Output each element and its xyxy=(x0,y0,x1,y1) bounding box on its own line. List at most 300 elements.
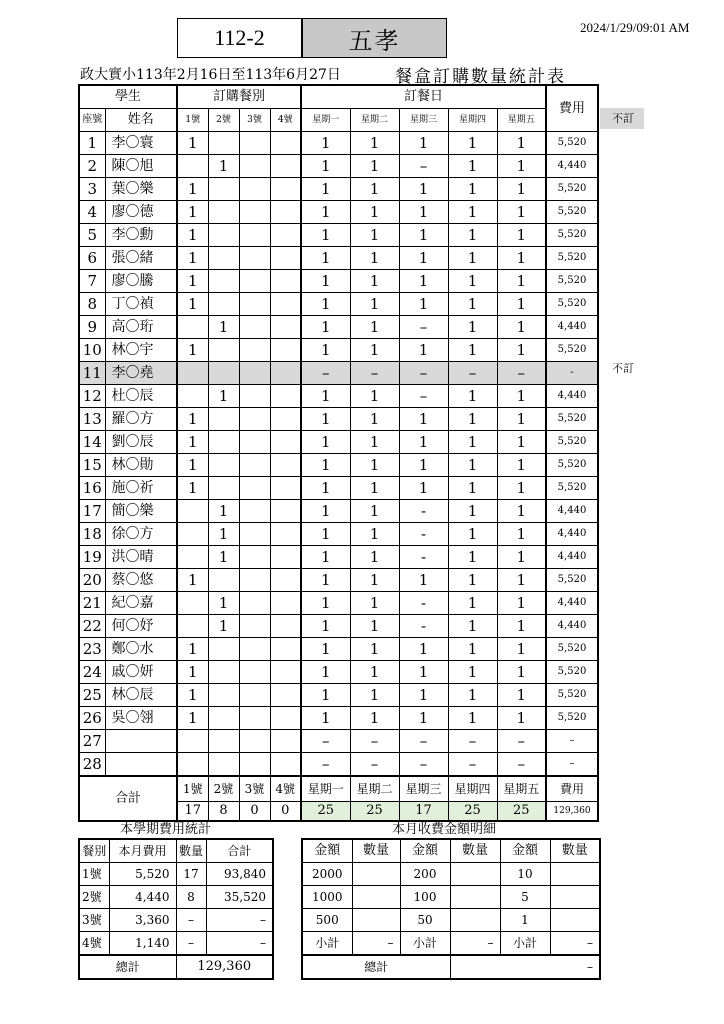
total-day-label: 星期二 xyxy=(350,776,399,802)
student-row xyxy=(79,431,598,454)
student-row xyxy=(79,477,598,500)
cash-col-header: 金額 xyxy=(400,839,450,863)
student-row xyxy=(79,362,598,385)
student-row xyxy=(79,454,598,477)
meal-cell xyxy=(239,500,270,523)
meal-cell xyxy=(270,523,301,546)
day-cell: 1 xyxy=(497,224,546,247)
day-cell: 1 xyxy=(448,615,497,638)
day-cell: 1 xyxy=(448,661,497,684)
day-cell: 1 xyxy=(301,638,350,661)
day-cell: – xyxy=(497,362,546,385)
meal-cell xyxy=(239,339,270,362)
seat-cell: 1 xyxy=(79,132,105,155)
day-cell: 1 xyxy=(350,408,399,431)
meal-cell xyxy=(270,615,301,638)
day-cell: 1 xyxy=(301,224,350,247)
day-cell: 1 xyxy=(497,408,546,431)
day-cell: 1 xyxy=(399,454,448,477)
fee-row xyxy=(79,886,273,909)
meal-cell xyxy=(270,684,301,707)
fee-row xyxy=(79,909,273,932)
day-cell: 1 xyxy=(399,178,448,201)
seat-cell: 11 xyxy=(79,362,105,385)
cash-qty-cell xyxy=(450,909,500,932)
fee-cell: 5,520 xyxy=(546,293,598,316)
day-cell: – xyxy=(350,730,399,753)
day-cell: - xyxy=(399,500,448,523)
name-cell: 蔡〇悠 xyxy=(105,569,177,592)
day-cell: 1 xyxy=(301,155,350,178)
student-row xyxy=(79,385,598,408)
meal-cell xyxy=(270,454,301,477)
name-cell: 林〇勛 xyxy=(105,454,177,477)
meal-cell: 1 xyxy=(208,592,239,615)
total-day-label: 星期四 xyxy=(448,776,497,802)
fee-grand-row xyxy=(79,955,273,979)
fee-total: – xyxy=(206,932,273,956)
day-cell: 1 xyxy=(448,224,497,247)
meal-cell xyxy=(270,569,301,592)
day-cell: 1 xyxy=(301,385,350,408)
fee-cell: 5,520 xyxy=(546,707,598,730)
day-cell: 1 xyxy=(301,339,350,362)
meal-cell xyxy=(208,339,239,362)
meal-cell xyxy=(239,615,270,638)
meal-cell xyxy=(208,707,239,730)
fee-type: 1號 xyxy=(79,863,109,886)
student-row xyxy=(79,316,598,339)
meal-cell xyxy=(208,293,239,316)
meal-cell xyxy=(239,546,270,569)
meal-cell xyxy=(177,592,208,615)
meal-cell: 1 xyxy=(177,638,208,661)
class-code: 112-2 xyxy=(177,18,302,58)
day-cell: 1 xyxy=(448,684,497,707)
fee-amount: 5,520 xyxy=(109,863,176,886)
fee-cell: 5,520 xyxy=(546,477,598,500)
seat-cell: 10 xyxy=(79,339,105,362)
day-cell: 1 xyxy=(448,569,497,592)
name-cell: 林〇辰 xyxy=(105,684,177,707)
meal-cell xyxy=(208,224,239,247)
print-timestamp: 2024/1/29/09:01 AM xyxy=(580,20,690,35)
day-cell: 1 xyxy=(399,408,448,431)
meal-cell xyxy=(270,201,301,224)
cash-grand-total: – xyxy=(450,955,600,979)
name-cell xyxy=(105,730,177,753)
fee-cell: 5,520 xyxy=(546,408,598,431)
seat-cell: 2 xyxy=(79,155,105,178)
day-cell: 1 xyxy=(350,638,399,661)
seat-cell: 12 xyxy=(79,385,105,408)
meal-cell xyxy=(270,753,301,777)
name-cell: 徐〇方 xyxy=(105,523,177,546)
name-cell: 吳〇翎 xyxy=(105,707,177,730)
total-meal-count: 17 xyxy=(177,802,208,822)
meal-type-header: 訂購餐別 xyxy=(177,85,301,109)
day-cell: 1 xyxy=(497,546,546,569)
name-cell: 李〇寰 xyxy=(105,132,177,155)
day-cell: 1 xyxy=(497,454,546,477)
day-cell: 1 xyxy=(301,408,350,431)
day-cell: 1 xyxy=(399,684,448,707)
day-cell: 1 xyxy=(301,684,350,707)
day-cell: 1 xyxy=(301,431,350,454)
meal-cell xyxy=(270,546,301,569)
seat-cell: 27 xyxy=(79,730,105,753)
day-cell: 1 xyxy=(350,270,399,293)
fee-type: 3號 xyxy=(79,909,109,932)
meal-cell: 1 xyxy=(177,293,208,316)
meal-cell xyxy=(270,132,301,155)
total-day-label: 星期五 xyxy=(497,776,546,802)
meal-cell xyxy=(270,500,301,523)
meal-cell: 1 xyxy=(208,523,239,546)
seat-cell: 6 xyxy=(79,247,105,270)
seat-cell: 3 xyxy=(79,178,105,201)
day-cell: 1 xyxy=(301,247,350,270)
student-row xyxy=(79,500,598,523)
day-cell: – xyxy=(399,155,448,178)
day-cell: 1 xyxy=(399,293,448,316)
meal-cell xyxy=(239,132,270,155)
day-cell: 1 xyxy=(497,523,546,546)
seat-cell: 23 xyxy=(79,638,105,661)
day-mon-header: 星期一 xyxy=(301,109,350,132)
day-cell: 1 xyxy=(399,247,448,270)
seat-header: 座號 xyxy=(79,109,105,132)
day-cell: 1 xyxy=(301,477,350,500)
meal-cell: 1 xyxy=(177,454,208,477)
day-cell: 1 xyxy=(350,661,399,684)
day-cell: 1 xyxy=(350,707,399,730)
day-cell: 1 xyxy=(448,638,497,661)
meal-cell xyxy=(239,408,270,431)
meal-cell xyxy=(270,408,301,431)
student-row xyxy=(79,707,598,730)
cash-row xyxy=(302,932,600,956)
day-cell: – xyxy=(399,385,448,408)
name-cell: 施〇祈 xyxy=(105,477,177,500)
day-cell: 1 xyxy=(301,201,350,224)
meal-cell xyxy=(239,661,270,684)
seat-cell: 4 xyxy=(79,201,105,224)
meal-cell xyxy=(270,155,301,178)
meal-cell xyxy=(208,201,239,224)
day-cell: 1 xyxy=(350,546,399,569)
day-cell: 1 xyxy=(301,316,350,339)
day-cell: 1 xyxy=(448,270,497,293)
student-row xyxy=(79,546,598,569)
student-header: 學生 xyxy=(79,85,177,109)
meal-cell xyxy=(270,592,301,615)
day-wed-header: 星期三 xyxy=(399,109,448,132)
meal-cell xyxy=(270,730,301,753)
fee-amount: 4,440 xyxy=(109,886,176,909)
meal-cell: 1 xyxy=(208,385,239,408)
day-cell: – xyxy=(399,753,448,777)
fee-cell: 5,520 xyxy=(546,569,598,592)
totals-header-row xyxy=(79,776,598,802)
class-name: 五孝 xyxy=(302,18,447,58)
cash-amount-cell: 100 xyxy=(400,886,450,909)
meal-2-header: 2號 xyxy=(208,109,239,132)
cash-qty-cell: – xyxy=(450,932,500,956)
fee-cell: 5,520 xyxy=(546,339,598,362)
meal-cell xyxy=(239,753,270,777)
form-title: 餐盒訂購數量統計表 xyxy=(395,67,566,87)
cash-row xyxy=(302,886,600,909)
meal-cell xyxy=(177,500,208,523)
seat-cell: 21 xyxy=(79,592,105,615)
meal-4-header: 4號 xyxy=(270,109,301,132)
meal-cell xyxy=(270,270,301,293)
day-cell: 1 xyxy=(301,523,350,546)
student-row xyxy=(79,592,598,615)
name-cell: 紀〇嘉 xyxy=(105,592,177,615)
fee-cell: – xyxy=(546,730,598,753)
cash-qty-cell xyxy=(550,886,600,909)
fee-qty: 8 xyxy=(176,886,206,909)
meal-cell xyxy=(239,684,270,707)
meal-cell xyxy=(177,316,208,339)
seat-cell: 28 xyxy=(79,753,105,777)
student-row xyxy=(79,730,598,753)
meal-cell xyxy=(270,707,301,730)
fee-total: – xyxy=(206,909,273,932)
student-row xyxy=(79,247,598,270)
name-cell: 羅〇方 xyxy=(105,408,177,431)
day-cell: 1 xyxy=(448,431,497,454)
meal-cell: 1 xyxy=(177,431,208,454)
day-cell: – xyxy=(448,730,497,753)
day-cell: 1 xyxy=(350,132,399,155)
day-cell: 1 xyxy=(497,247,546,270)
day-cell: – xyxy=(350,753,399,777)
meal-cell xyxy=(239,293,270,316)
student-row xyxy=(79,684,598,707)
day-cell: 1 xyxy=(399,431,448,454)
day-cell: 1 xyxy=(350,615,399,638)
day-cell: 1 xyxy=(497,132,546,155)
day-cell: 1 xyxy=(497,431,546,454)
fee-total: 93,840 xyxy=(206,863,273,886)
cash-col-header: 數量 xyxy=(550,839,600,863)
day-cell: 1 xyxy=(497,316,546,339)
name-cell: 林〇宇 xyxy=(105,339,177,362)
student-row xyxy=(79,224,598,247)
meal-cell xyxy=(239,385,270,408)
name-cell: 戚〇妍 xyxy=(105,661,177,684)
name-cell: 陳〇旭 xyxy=(105,155,177,178)
day-cell: 1 xyxy=(399,661,448,684)
total-day-count: 25 xyxy=(448,802,497,822)
total-fee-value: 129,360 xyxy=(546,802,598,822)
name-cell: 廖〇騰 xyxy=(105,270,177,293)
cash-qty-cell xyxy=(450,863,500,886)
meal-cell xyxy=(270,477,301,500)
day-cell: 1 xyxy=(350,224,399,247)
meal-cell xyxy=(208,362,239,385)
day-cell: 1 xyxy=(350,316,399,339)
day-cell: 1 xyxy=(448,178,497,201)
day-cell: 1 xyxy=(399,224,448,247)
fee-type: 4號 xyxy=(79,932,109,956)
day-tue-header: 星期二 xyxy=(350,109,399,132)
student-row xyxy=(79,339,598,362)
day-cell: 1 xyxy=(448,155,497,178)
meal-cell xyxy=(208,178,239,201)
total-day-count: 25 xyxy=(301,802,350,822)
name-cell xyxy=(105,753,177,777)
meal-cell xyxy=(239,178,270,201)
fee-cell: 5,520 xyxy=(546,247,598,270)
day-cell: - xyxy=(399,523,448,546)
day-cell: 1 xyxy=(301,293,350,316)
seat-cell: 19 xyxy=(79,546,105,569)
cash-amount-cell: 10 xyxy=(500,863,550,886)
cash-amount-cell: 50 xyxy=(400,909,450,932)
fee-col-header: 數量 xyxy=(176,839,206,863)
name-cell: 廖〇德 xyxy=(105,201,177,224)
day-cell: – xyxy=(448,362,497,385)
total-meal-label: 3號 xyxy=(239,776,270,802)
name-cell: 葉〇樂 xyxy=(105,178,177,201)
student-row xyxy=(79,753,598,777)
cash-detail-table xyxy=(301,838,601,980)
day-cell: 1 xyxy=(448,477,497,500)
meal-cell: 1 xyxy=(177,224,208,247)
name-cell: 丁〇禎 xyxy=(105,293,177,316)
meal-cell xyxy=(177,385,208,408)
day-cell: 1 xyxy=(497,615,546,638)
cash-amount-cell: 小計 xyxy=(500,932,550,956)
day-cell: 1 xyxy=(497,178,546,201)
meal-cell xyxy=(177,753,208,777)
day-cell: 1 xyxy=(497,684,546,707)
order-days-header: 訂餐日 xyxy=(301,85,546,109)
day-cell: 1 xyxy=(350,247,399,270)
meal-cell xyxy=(270,362,301,385)
seat-cell: 18 xyxy=(79,523,105,546)
seat-cell: 20 xyxy=(79,569,105,592)
student-row xyxy=(79,638,598,661)
day-cell: 1 xyxy=(301,454,350,477)
day-cell: – xyxy=(399,362,448,385)
cash-amount-cell: 2000 xyxy=(302,863,352,886)
day-cell: 1 xyxy=(497,155,546,178)
day-cell: 1 xyxy=(350,178,399,201)
fee-type: 2號 xyxy=(79,886,109,909)
meal-cell xyxy=(208,477,239,500)
meal-cell: 1 xyxy=(177,339,208,362)
day-cell: 1 xyxy=(448,132,497,155)
meal-cell xyxy=(239,201,270,224)
meal-cell xyxy=(239,247,270,270)
meal-cell xyxy=(208,753,239,777)
fee-cell: 5,520 xyxy=(546,431,598,454)
meal-cell xyxy=(208,247,239,270)
no-order-note: 不訂 xyxy=(600,108,644,129)
meal-cell: 1 xyxy=(208,615,239,638)
fee-cell: 5,520 xyxy=(546,224,598,247)
meal-cell xyxy=(270,431,301,454)
meal-cell xyxy=(239,730,270,753)
meal-cell xyxy=(208,684,239,707)
fee-header: 費用 xyxy=(546,85,598,132)
day-cell: 1 xyxy=(350,500,399,523)
meal-cell: 1 xyxy=(177,707,208,730)
totals-label: 合計 xyxy=(79,776,177,821)
day-cell: 1 xyxy=(497,661,546,684)
meal-cell: 1 xyxy=(177,477,208,500)
meal-cell xyxy=(270,661,301,684)
day-fri-header: 星期五 xyxy=(497,109,546,132)
fee-col-header: 本月費用 xyxy=(109,839,176,863)
name-cell: 張〇緒 xyxy=(105,247,177,270)
day-cell: 1 xyxy=(448,523,497,546)
meal-cell xyxy=(177,615,208,638)
meal-cell xyxy=(239,569,270,592)
fee-cell: 5,520 xyxy=(546,201,598,224)
fee-cell: 4,440 xyxy=(546,500,598,523)
cash-col-header: 金額 xyxy=(302,839,352,863)
cash-qty-cell xyxy=(550,909,600,932)
seat-cell: 5 xyxy=(79,224,105,247)
meal-cell: 1 xyxy=(177,178,208,201)
semester-fee-table xyxy=(78,838,274,980)
meal-cell xyxy=(239,523,270,546)
day-cell: 1 xyxy=(497,270,546,293)
meal-cell xyxy=(208,270,239,293)
student-row xyxy=(79,132,598,155)
total-day-label: 星期三 xyxy=(399,776,448,802)
cash-grand-row xyxy=(302,955,600,979)
day-cell: – xyxy=(497,753,546,777)
day-cell: 1 xyxy=(497,500,546,523)
total-meal-count: 8 xyxy=(208,802,239,822)
day-cell: 1 xyxy=(399,339,448,362)
day-cell: 1 xyxy=(301,500,350,523)
day-cell: - xyxy=(399,592,448,615)
day-cell: 1 xyxy=(448,408,497,431)
student-row xyxy=(79,201,598,224)
day-cell: 1 xyxy=(497,477,546,500)
day-cell: 1 xyxy=(301,270,350,293)
cash-col-header: 金額 xyxy=(500,839,550,863)
cash-qty-cell xyxy=(352,886,400,909)
day-cell: 1 xyxy=(350,569,399,592)
day-cell: 1 xyxy=(301,615,350,638)
fee-amount: 3,360 xyxy=(109,909,176,932)
cash-amount-cell: 5 xyxy=(500,886,550,909)
student-row xyxy=(79,569,598,592)
day-cell: 1 xyxy=(399,569,448,592)
total-day-label: 星期一 xyxy=(301,776,350,802)
cash-row xyxy=(302,909,600,932)
seat-cell: 7 xyxy=(79,270,105,293)
day-cell: – xyxy=(350,362,399,385)
cash-qty-cell xyxy=(352,909,400,932)
student-row xyxy=(79,270,598,293)
meal-cell xyxy=(208,730,239,753)
meal-cell xyxy=(270,247,301,270)
fee-total: 35,520 xyxy=(206,886,273,909)
day-cell: 1 xyxy=(497,707,546,730)
cash-amount-cell: 小計 xyxy=(302,932,352,956)
meal-cell xyxy=(177,362,208,385)
